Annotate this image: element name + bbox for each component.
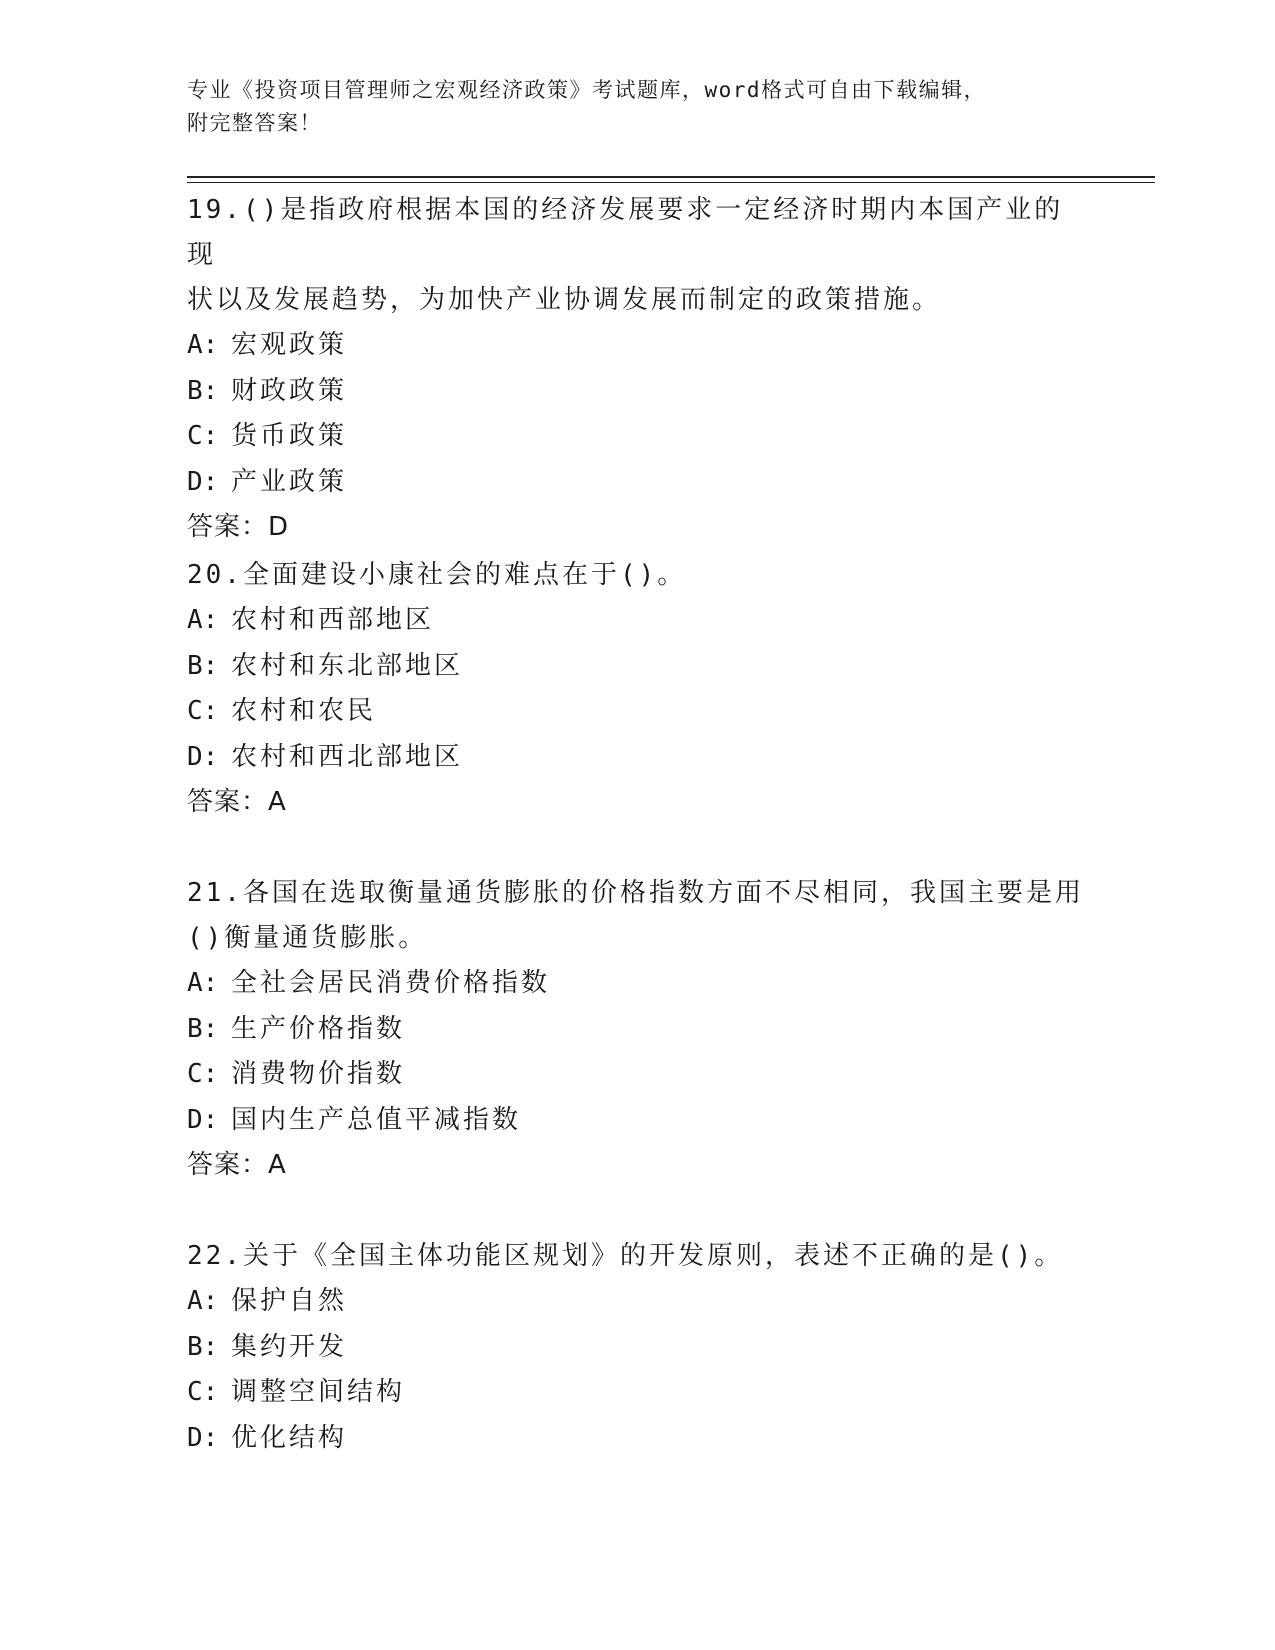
option-c (187, 414, 1087, 460)
header-line-2: 附完整答案！ (187, 111, 322, 135)
option-d (187, 460, 1087, 506)
question-stem: 22.关于《全国主体功能区规划》的开发原则，表述不正确的是()。 (187, 1241, 1064, 1271)
option-key: C: (187, 1059, 219, 1089)
option-key: C: (187, 696, 219, 726)
option-text: 货币政策 (231, 421, 348, 451)
question-stem: 20.全面建设小康社会的难点在于()。 (187, 560, 687, 590)
option-text: 农村和西部地区 (231, 605, 435, 635)
option-d (187, 1098, 1087, 1144)
header-divider-thin (187, 182, 1155, 183)
option-key: B: (187, 1331, 219, 1362)
header-line-1: 专业《投资项目管理师之宏观经济政策》考试题库，word格式可自由下载编辑， (187, 78, 987, 102)
option-d (187, 735, 1087, 781)
option-text: 消费物价指数 (231, 1059, 406, 1089)
option-c (187, 1052, 1087, 1098)
option-text: 优化结构 (231, 1422, 348, 1453)
option-text: 国内生产总值平减指数 (231, 1104, 522, 1135)
option-key: A: (187, 968, 219, 998)
question-21 (187, 871, 1087, 1189)
option-text: 农村和东北部地区 (231, 650, 464, 681)
option-c (187, 1370, 1087, 1416)
option-text: 农村和农民 (231, 696, 377, 726)
option-key: D: (187, 1422, 219, 1453)
option-a (187, 1279, 1087, 1325)
option-d (187, 1416, 1087, 1462)
question-stem: 19.()是指政府根据本国的经济发展要求一定经济时期内本国产业的现 (187, 195, 1064, 270)
option-text: 调整空间结构 (231, 1377, 406, 1407)
option-key: A: (187, 605, 219, 635)
option-text: 生产价格指数 (231, 1013, 406, 1044)
option-key: B: (187, 1013, 219, 1044)
option-text: 产业政策 (231, 466, 348, 497)
answer-line: 答案：D (187, 512, 290, 542)
option-key: D: (187, 741, 219, 772)
option-b (187, 1007, 1087, 1053)
option-a (187, 598, 1087, 644)
question-20 (187, 553, 1087, 826)
option-text: 集约开发 (231, 1331, 348, 1362)
option-key: A: (187, 1286, 219, 1316)
document-header (187, 74, 1087, 140)
option-text: 宏观政策 (231, 330, 348, 360)
option-c (187, 689, 1087, 735)
option-key: A: (187, 330, 219, 360)
answer-line: 答案：A (187, 787, 287, 817)
option-key: B: (187, 375, 219, 406)
question-22 (187, 1234, 1087, 1461)
option-a (187, 323, 1087, 369)
question-stem: 21.各国在选取衡量通货膨胀的价格指数方面不尽相同，我国主要是用 (187, 878, 1084, 908)
option-key: D: (187, 466, 219, 497)
option-b (187, 644, 1087, 690)
option-key: D: (187, 1104, 219, 1135)
option-key: C: (187, 421, 219, 451)
option-b (187, 369, 1087, 415)
option-key: B: (187, 650, 219, 681)
option-key: C: (187, 1377, 219, 1407)
option-text: 农村和西北部地区 (231, 741, 464, 772)
question-19 (187, 188, 1087, 551)
option-text: 全社会居民消费价格指数 (231, 968, 551, 998)
header-divider-thick (187, 176, 1155, 178)
option-b (187, 1325, 1087, 1371)
option-text: 保护自然 (231, 1286, 348, 1316)
question-stem-continued: 状以及发展趋势，为加快产业协调发展而制定的政策措施。 (187, 285, 942, 315)
option-a (187, 961, 1087, 1007)
question-stem-continued: ()衡量通货膨胀。 (187, 923, 428, 953)
option-text: 财政政策 (231, 375, 348, 406)
answer-line: 答案：A (187, 1150, 287, 1180)
